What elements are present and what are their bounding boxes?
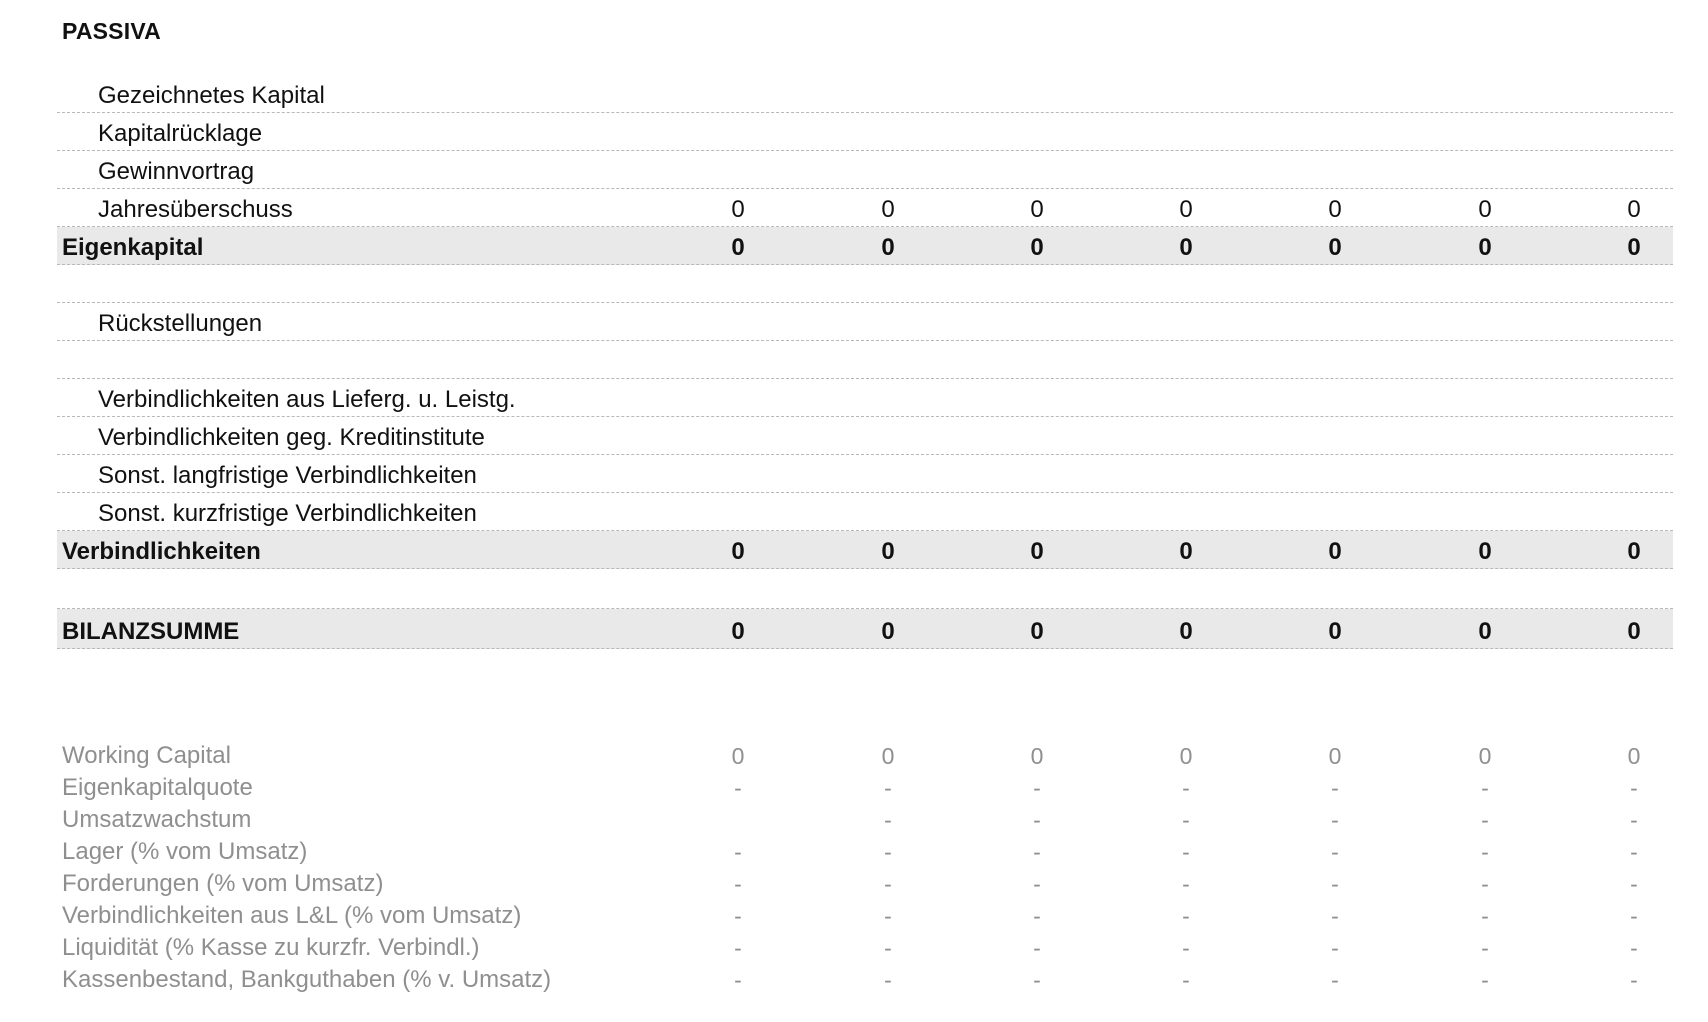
value-cell: 0 — [1179, 538, 1193, 565]
value-cell: - — [1630, 839, 1638, 865]
value-cell: - — [1481, 967, 1489, 993]
value-cell: 0 — [1030, 196, 1044, 223]
value-cell: - — [1630, 775, 1638, 801]
value-cell: - — [1182, 871, 1190, 897]
value-cell: 0 — [1328, 618, 1342, 645]
row-label: Eigenkapital — [62, 234, 204, 261]
kpi-label: Lager (% vom Umsatz) — [62, 838, 308, 865]
value-cell: 0 — [731, 234, 745, 261]
value-cell: - — [734, 903, 742, 929]
row-label: Sonst. langfristige Verbindlichkeiten — [98, 462, 477, 489]
kpi-working-capital — [57, 740, 1673, 772]
value-cell: - — [1033, 807, 1041, 833]
value-cell: 0 — [1478, 538, 1492, 565]
value-cell: - — [1182, 967, 1190, 993]
value-cell: 0 — [881, 618, 895, 645]
value-cell: - — [1481, 871, 1489, 897]
value-cell: - — [734, 967, 742, 993]
value-cell: 0 — [1328, 743, 1342, 769]
value-cell: 0 — [881, 234, 895, 261]
value-cell: - — [1331, 775, 1339, 801]
kpi-lager — [57, 836, 1673, 868]
row-verbindlichkeiten-kreditinstitute — [57, 417, 1673, 455]
value-cell: - — [1033, 903, 1041, 929]
kpi-label: Umsatzwachstum — [62, 806, 252, 833]
value-cell: - — [1033, 839, 1041, 865]
value-cell: - — [1182, 903, 1190, 929]
kpi-label: Liquidität (% Kasse zu kurzfr. Verbindl.) — [62, 934, 480, 961]
kpi-forderungen — [57, 868, 1673, 900]
value-cell: - — [1182, 839, 1190, 865]
kpi-label: Working Capital — [62, 742, 231, 769]
value-cell: - — [734, 935, 742, 961]
value-cell: - — [884, 807, 892, 833]
value-cell: 0 — [1030, 538, 1044, 565]
row-gewinnvortrag — [57, 151, 1673, 189]
row-label: Verbindlichkeiten aus Lieferg. u. Leistg. — [98, 386, 516, 413]
value-cell: 0 — [1627, 618, 1641, 645]
kpi-kassenbestand — [57, 964, 1673, 996]
value-cell: 0 — [881, 743, 895, 769]
value-cell: - — [1331, 903, 1339, 929]
value-cell: - — [884, 903, 892, 929]
value-cell: - — [1182, 775, 1190, 801]
value-cell: - — [1630, 935, 1638, 961]
row-label: Verbindlichkeiten — [62, 538, 261, 565]
spacer-row — [57, 265, 1673, 303]
row-label: Gewinnvortrag — [98, 158, 255, 185]
spacer-row — [57, 341, 1673, 379]
row-gezeichnetes-kapital — [57, 78, 1673, 113]
value-cell: - — [884, 871, 892, 897]
value-cell: 0 — [1478, 618, 1492, 645]
row-verbindlichkeiten-lieferungen — [57, 379, 1673, 417]
value-cell: 0 — [881, 196, 895, 223]
value-cell: - — [1630, 903, 1638, 929]
value-cell: - — [1481, 775, 1489, 801]
row-eigenkapital-total — [57, 227, 1673, 265]
row-label: Sonst. kurzfristige Verbindlichkeiten — [98, 500, 477, 527]
row-label: Rückstellungen — [98, 310, 263, 337]
value-cell: 0 — [1478, 234, 1492, 261]
kpi-label: Forderungen (% vom Umsatz) — [62, 870, 384, 897]
value-cell: 0 — [1627, 196, 1641, 223]
value-cell: - — [1331, 871, 1339, 897]
value-cell: - — [884, 935, 892, 961]
value-cell: - — [1182, 935, 1190, 961]
value-cell: 0 — [1179, 234, 1193, 261]
section-heading: PASSIVA — [62, 18, 161, 44]
value-cell: 0 — [881, 538, 895, 565]
value-cell: 0 — [1030, 743, 1044, 769]
value-cell: - — [1481, 839, 1489, 865]
row-sonst-langfristige — [57, 455, 1673, 493]
kpi-label: Eigenkapitalquote — [62, 774, 253, 801]
value-cell: - — [884, 775, 892, 801]
kpi-label: Kassenbestand, Bankguthaben (% v. Umsatz) — [62, 966, 552, 993]
value-cell: - — [1630, 967, 1638, 993]
value-cell: - — [1033, 967, 1041, 993]
value-cell: - — [1033, 775, 1041, 801]
row-jahresueberschuss — [57, 189, 1673, 227]
kpi-label: Verbindlichkeiten aus L&L (% vom Umsatz) — [62, 902, 522, 929]
row-kapitalruecklage — [57, 113, 1673, 151]
value-cell: - — [1481, 903, 1489, 929]
value-cell: 0 — [731, 743, 745, 769]
row-label: Gezeichnetes Kapital — [98, 82, 325, 109]
spacer-row — [57, 569, 1673, 609]
value-cell: - — [884, 967, 892, 993]
value-cell: - — [1331, 935, 1339, 961]
row-bilanzsumme — [57, 609, 1673, 649]
kpi-umsatzwachstum — [57, 804, 1673, 836]
value-cell: 0 — [1179, 618, 1193, 645]
value-cell: - — [1331, 839, 1339, 865]
row-sonst-kurzfristige — [57, 493, 1673, 531]
value-cell: - — [1331, 967, 1339, 993]
row-label: Jahresüberschuss — [98, 196, 293, 223]
value-cell: - — [1481, 935, 1489, 961]
value-cell: 0 — [731, 618, 745, 645]
value-cell: 0 — [1478, 196, 1492, 223]
value-cell: 0 — [1328, 234, 1342, 261]
row-label: Kapitalrücklage — [98, 120, 263, 147]
value-cell: 0 — [1627, 538, 1641, 565]
value-cell: - — [734, 839, 742, 865]
value-cell: 0 — [1627, 234, 1641, 261]
value-cell: - — [884, 839, 892, 865]
value-cell: 0 — [1030, 234, 1044, 261]
value-cell: - — [1481, 807, 1489, 833]
row-label: Verbindlichkeiten geg. Kreditinstitute — [98, 424, 485, 451]
row-rueckstellungen — [57, 303, 1673, 341]
value-cell: 0 — [1478, 743, 1492, 769]
value-cell: - — [734, 775, 742, 801]
value-cell: - — [734, 871, 742, 897]
value-cell: - — [1630, 871, 1638, 897]
kpi-eigenkapitalquote — [57, 772, 1673, 804]
value-cell: - — [1331, 807, 1339, 833]
value-cell: 0 — [1179, 743, 1193, 769]
value-cell: 0 — [1328, 196, 1342, 223]
value-cell: - — [1182, 807, 1190, 833]
value-cell: 0 — [731, 196, 745, 223]
value-cell: 0 — [1179, 196, 1193, 223]
value-cell: - — [1630, 807, 1638, 833]
row-verbindlichkeiten-total — [57, 531, 1673, 569]
value-cell: 0 — [1627, 743, 1641, 769]
value-cell: 0 — [1328, 538, 1342, 565]
value-cell: - — [1033, 871, 1041, 897]
kpi-liquiditaet — [57, 932, 1673, 964]
row-label: BILANZSUMME — [62, 618, 240, 645]
kpi-verbindlichkeiten-ll — [57, 900, 1673, 932]
value-cell: 0 — [731, 538, 745, 565]
value-cell: 0 — [1030, 618, 1044, 645]
value-cell: - — [1033, 935, 1041, 961]
